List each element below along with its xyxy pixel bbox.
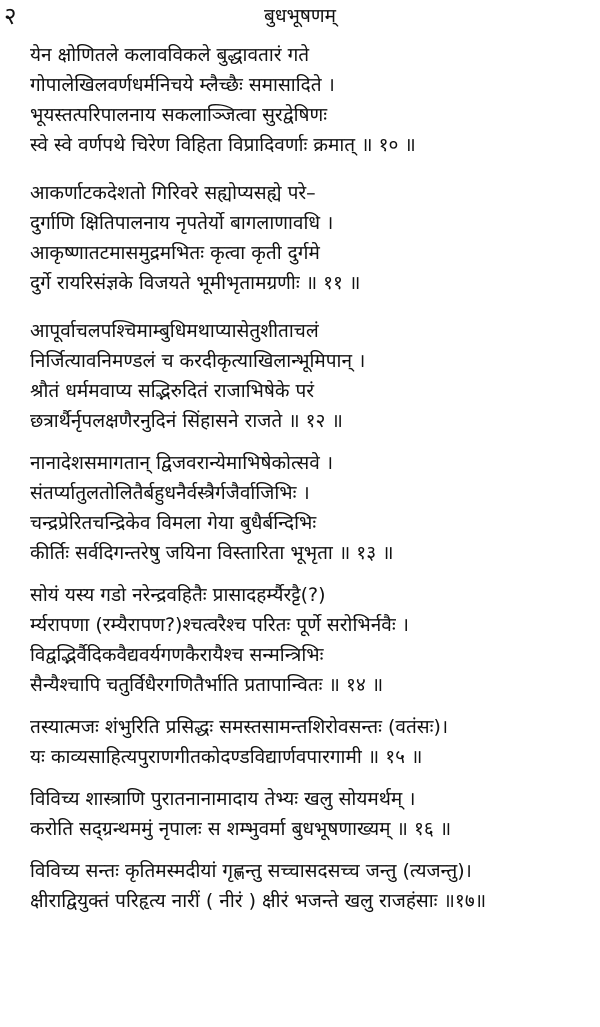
- verse-line: गोपालेखिलवर्णधर्मनिचये म्लैच्छैः समासादिते ।: [30, 74, 335, 96]
- verse-line: येन क्षोणितले कलावविकले बुद्धावतारं गते: [30, 44, 310, 66]
- page-number: २: [4, 2, 17, 30]
- verse-line: आकर्णाटकदेशतो गिरिवरे सह्योप्यसह्ये परे–: [30, 182, 316, 204]
- verse-10: [0, 40, 600, 160]
- verse-list: [0, 40, 600, 916]
- verse-line: कीर्तिः सर्वदिगन्तरेषु जयिना विस्तारिता भूभृता ॥ १३ ॥: [30, 542, 394, 564]
- verse-line: स्वे स्वे वर्णपथे चिरेण विहिता विप्रादिवर्णाः क्रमात् ॥ १० ॥: [30, 134, 416, 156]
- verse-line: निर्जित्यावनिमण्डलं च करदीकृत्याखिलान्भूमिपान् ।: [30, 350, 366, 372]
- verse-line: सैन्यैश्चापि चतुर्विधैरगणितैर्भाति प्रतापान्वितः ॥ १४ ॥: [30, 674, 384, 696]
- verse-line: आकृष्णातटमासमुद्रमभितः कृत्वा कृती दुर्गमे: [30, 242, 320, 264]
- verse-line: आपूर्वाचलपश्चिमाम्बुधिमथाप्यासेतुशीताचलं: [30, 320, 319, 342]
- verse-line: क्षीराद्वियुक्तं परिहृत्य नारीं ( नीरं ) क्षीरं भजन्ते खलु राजहंसाः ॥१७॥: [30, 890, 487, 912]
- verse-12: [0, 316, 600, 436]
- verse-line: श्रौतं धर्ममवाप्य सद्भिरुदितं राजाभिषेके परं: [30, 380, 315, 402]
- verse-line: भूयस्तत्परिपालनाय सकलाञ्जित्वा सुरद्वेषिणः: [30, 104, 328, 126]
- verse-line: र्म्यरापणा (रम्यैरापण?)श्चत्वरैश्च परितः पूर्णे सरोभिर्नवैः ।: [30, 614, 409, 636]
- verse-line: संतर्प्यातुलतोलितैर्बहुधनैर्वस्त्रैर्गजैर्वाजिभिः ।: [30, 482, 310, 504]
- verse-line: चन्द्रप्रेरितचन्द्रिकेव विमला गेया बुधैर्बन्दिभिः: [30, 512, 317, 534]
- verse-line: छत्रार्थैर्नृपलक्षणैरनुदिनं सिंहासने राजते ॥ १२ ॥: [30, 410, 343, 432]
- verse-13: [0, 448, 600, 568]
- verse-line: दुर्गाणि क्षितिपालनाय नृपतेर्यो बागलाणावधि ।: [30, 212, 334, 234]
- verse-line: यः काव्यसाहित्यपुराणगीतकोदण्डविद्यार्णवपारगामी ॥ १५ ॥: [30, 746, 423, 768]
- verse-15: [0, 712, 600, 772]
- verse-line: तस्यात्मजः शंभुरिति प्रसिद्धः समस्तसामन्तशिरोवसन्तः (वतंसः)।: [30, 716, 449, 738]
- page-title: बुधभूषणम्: [264, 5, 336, 27]
- verse-line: करोति सद्ग्रन्थममुं नृपालः स शम्भुवर्मा बुधभूषणाख्यम् ॥ १६ ॥: [30, 818, 452, 840]
- verse-14: [0, 580, 600, 700]
- verse-17: [0, 856, 600, 916]
- verse-line: विविच्य सन्तः कृतिमस्मदीयां गृह्णन्तु सच्चासदसच्च जन्तु (त्यजन्तु)।: [30, 860, 472, 882]
- verse-line: नानादेशसमागतान् द्विजवरान्येमाभिषेकोत्सवे ।: [30, 452, 334, 474]
- verse-line: दुर्गे रायरिसंज्ञके विजयते भूमीभृतामग्रणीः ॥ ११ ॥: [30, 272, 361, 294]
- verse-16: [0, 784, 600, 844]
- verse-line: विद्वद्भिर्वैदिकवैद्यवर्यगणकैरायैश्च सन्मन्त्रिभिः: [30, 644, 324, 666]
- verse-11: [0, 178, 600, 298]
- verse-line: विविच्य शास्त्राणि पुरातनानामादाय तेभ्यः खलु सोयमर्थम् ।: [30, 788, 416, 810]
- verse-line: सोयं यस्य गडो नरेन्द्रवहितैः प्रासादहर्म्यैरट्टै(?): [30, 584, 326, 606]
